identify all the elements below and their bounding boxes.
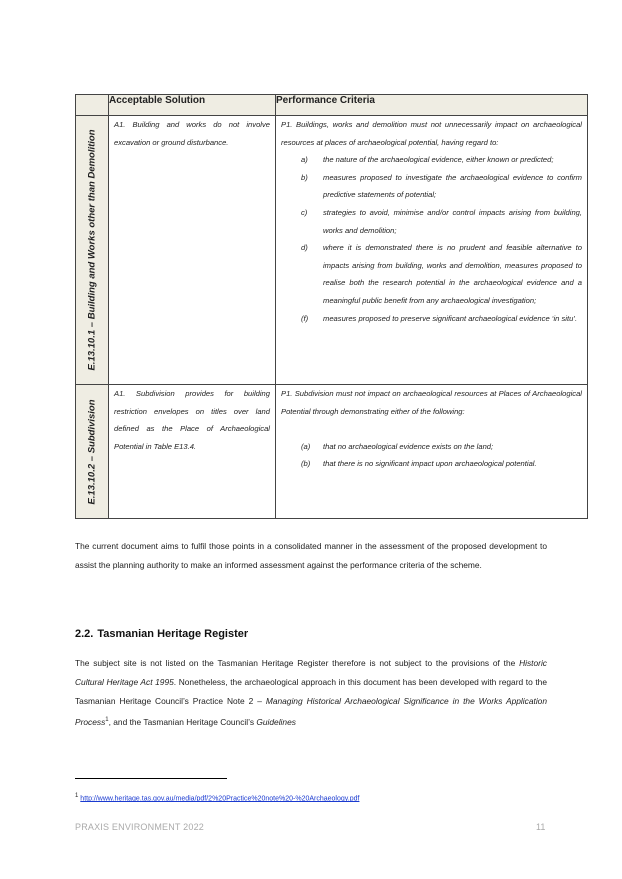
list-item: (b) that there is no significant impact upon archaeological potential. (301, 459, 537, 469)
row-side-label-cell (76, 116, 109, 385)
practice-note-title: Managing Historical Archaeological Significance in the Works Application Process (75, 696, 547, 727)
table-row (76, 385, 588, 519)
acceptable-solution-cell (109, 385, 276, 519)
section-number: 2.2. (75, 628, 94, 640)
list-item: c) strategies to avoid, minimise and/or control impacts arising from building, works and demolition; (301, 207, 582, 235)
footnote-number: 1 (75, 793, 79, 799)
footnote-divider (75, 778, 227, 779)
header-performance-criteria: Performance Criteria (276, 95, 588, 116)
header-blank-cell (76, 95, 109, 116)
guidelines-title: Guidelines (256, 716, 296, 727)
section-title: Tasmanian Heritage Register (97, 628, 249, 640)
page-number: 11 (536, 822, 546, 832)
footnote (75, 793, 359, 802)
table-header-row (76, 95, 588, 116)
table-row (76, 116, 588, 385)
acceptable-solution-cell (109, 116, 276, 385)
acceptable-solution-text: A1. Building and works do not involve excavation or ground disturbance. (114, 120, 270, 147)
list-item: (a) that no archaeological evidence exists on the land; (301, 441, 494, 451)
list-item: a) the nature of the archaeological evidence, either known or predicted; (301, 155, 554, 165)
list-item: (f) measures proposed to preserve significant archaeological evidence ‘in situ’. (301, 313, 578, 323)
body-paragraph-heritage: The subject site is not listed on the Tasmanian Heritage Register therefore is not subject to the provisions of the Historic Cultural Heritage Act 1995. Nonetheless, the archaeological approach in this document has been developed with regard to the Tasmanian Heritage Council’s Practice Note 2 – Managing Historical Archaeological Significance in the Works Application Process$^1$, and the Tasmanian Heritage Council’s Guidelines (75, 658, 547, 727)
performance-intro: P1. Buildings, works and demolition must not unnecessarily impact on archaeological resources at places of archaeological potential, having regard to: (281, 120, 582, 147)
body-paragraph: The current document aims to fulfil those points in a consolidated manner in the assessment of the proposed development to assist the planning authority to make an informed assessment against the performance criteria of the scheme. (75, 541, 547, 570)
list-item: b) measures proposed to investigate the archaeological evidence to confirm predictive statements of potential; (301, 172, 582, 200)
criteria-table (75, 94, 588, 519)
acceptable-solution-text: A1. Subdivision provides for building restriction envelopes on titles over land defined as the Place of Archaeological Potential in Table E13.4. (114, 389, 270, 451)
performance-criteria-cell (276, 116, 588, 385)
row-side-label: E.13.10.1 – Building and Works other than Demolition (86, 129, 98, 371)
footnote-reference[interactable]: 1 (105, 717, 109, 723)
section-heading (75, 628, 248, 640)
row-side-label-cell (76, 385, 109, 519)
act-title: Historic Cultural Heritage Act 1995 (75, 658, 547, 687)
footer-company: PRAXIS ENVIRONMENT 2022 (75, 822, 204, 832)
header-acceptable-solution: Acceptable Solution (109, 95, 276, 116)
list-item: d) where it is demonstrated there is no prudent and feasible alternative to impacts arising from building, works and demolition, measures proposed to realise both the research potential in the archaeological evidence and a meaningful public benefit from any archaeological investigation; (301, 243, 582, 305)
performance-criteria-cell (276, 385, 588, 519)
performance-intro: P1. Subdivision must not impact on archaeological resources at Places of Archaeological Potential through demonstrating either of the following: (281, 389, 582, 416)
footnote-link[interactable]: http://www.heritage.tas.gov.au/media/pdf/2%20Practice%20note%20-%20Archaeology.pdf (80, 795, 360, 803)
row-side-label: E.13.10.2 – Subdivision (86, 398, 98, 505)
